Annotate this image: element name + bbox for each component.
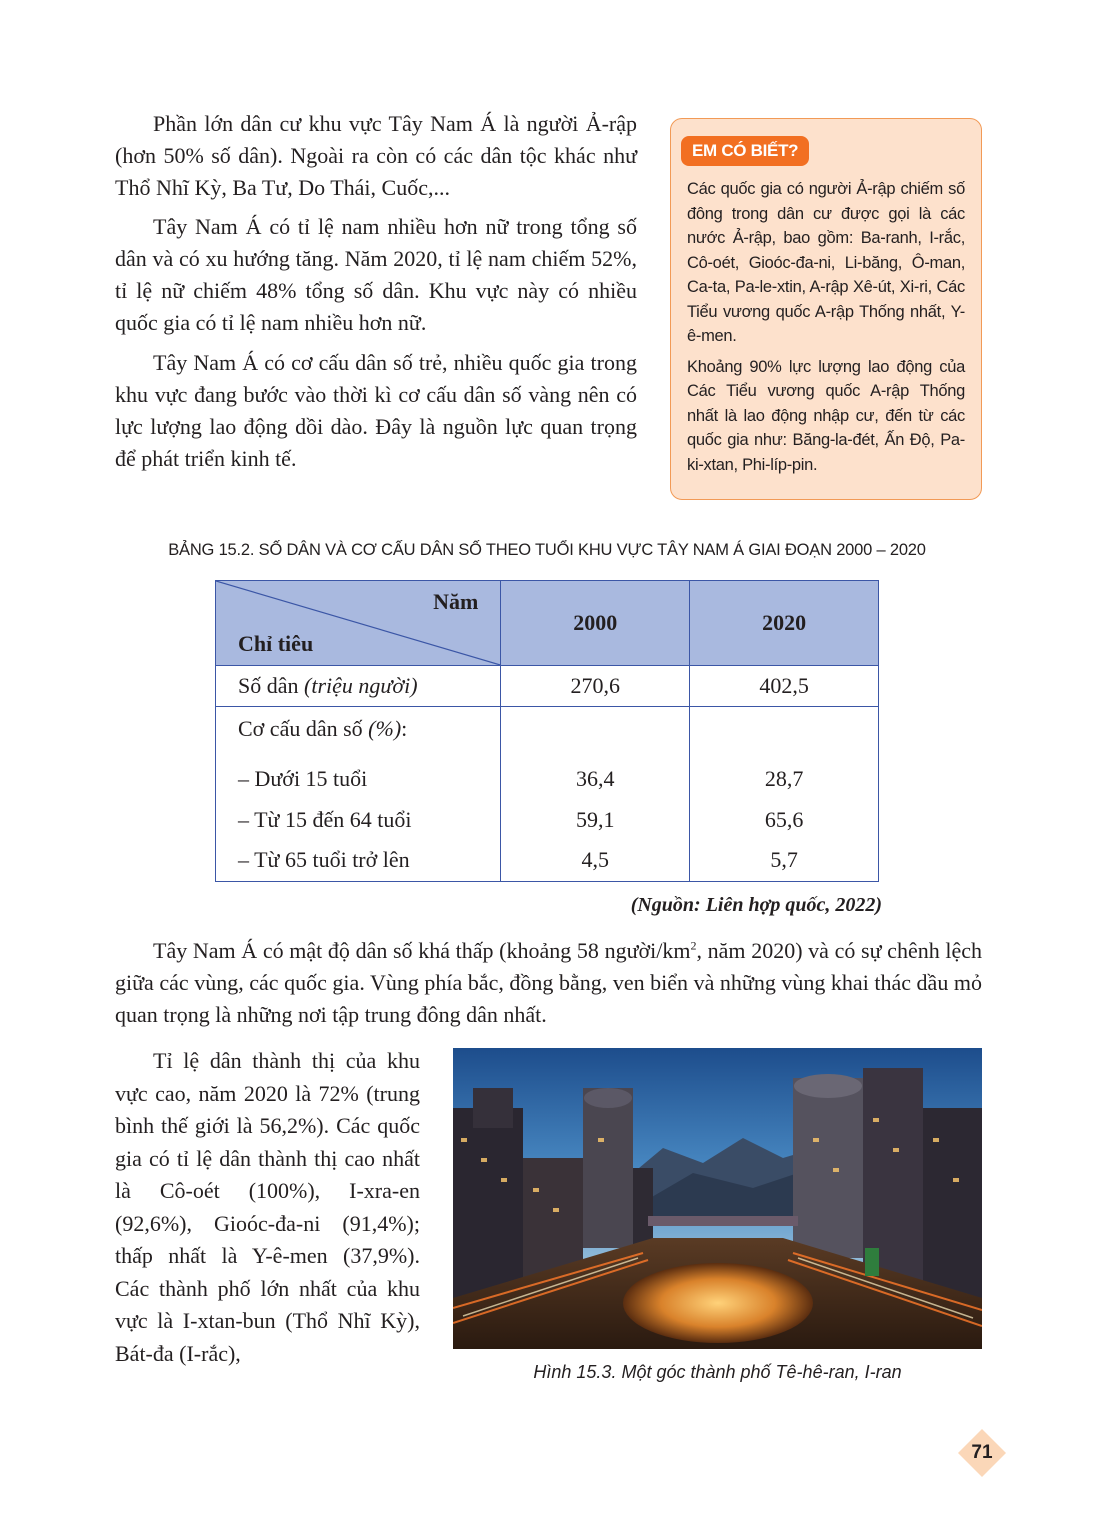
- structure-2000-blank: [501, 707, 689, 759]
- age-group-label-65-plus: – Từ 65 tuổi trở lên: [238, 847, 410, 872]
- under-15-2000: 36,4: [575, 766, 615, 791]
- age-15-64-2020: 65,6: [764, 806, 804, 832]
- table-header-corner-cell: [216, 581, 501, 666]
- population-2000: 270,6: [501, 666, 690, 707]
- structure-heading: [238, 707, 500, 759]
- structure-label-cell: [216, 707, 501, 882]
- structure-2000-cell: [501, 707, 690, 882]
- population-table: [215, 580, 879, 882]
- did-you-know-box: [670, 118, 982, 500]
- population-2020: 402,5: [690, 666, 879, 707]
- urban-paragraph: Tỉ lệ dân thành thị của khu vực cao, năm 2020 là 72% (trung bình thế giới là 56,2%). Các quốc gia có tỉ lệ dân thành thị cao nhất là Cô-oét (100%), I-xra-en (92,6%), Gioóc-đa-ni (91,4%); thấp nhất là Y-ê-men (37,9%). Các thành phố lớn nhất của khu vực là I-xtan-bun (Thổ Nhĩ Kỳ), Bát-đa (I-rắc),: [115, 1048, 420, 1366]
- intro-paragraph-2: Tây Nam Á có tỉ lệ nam nhiều hơn nữ trong tổng số dân và có xu hướng tăng. Năm 2020, tỉ lệ nam chiếm 52%, tỉ lệ nữ chiếm 48% tổng số dân. Khu vực này có nhiều quốc gia có tỉ lệ nam nhiều hơn nữ.: [115, 214, 637, 335]
- did-you-know-title: EM CÓ BIẾT?: [681, 136, 809, 166]
- table-header-row: [216, 581, 879, 666]
- did-you-know-paragraph-2: Khoảng 90% lực lượng lao động của Các Tiểu vương quốc A-rập Thống nhất là lao động nhập cư, đến từ các quốc gia như: Băng-la-đét, Ấn Độ, Pa-ki-xtan, Phi-líp-pin.: [687, 357, 965, 474]
- density-superscript: 2: [690, 938, 697, 953]
- structure-suffix: :: [401, 716, 408, 741]
- header-indicator-label: Chỉ tiêu: [238, 631, 314, 656]
- did-you-know-paragraph-1: Các quốc gia có người Ả-rập chiếm số đông trong dân cư được gọi là các nước Ả-rập, bao gồm: Ba-ranh, I-rắc, Cô-oét, Gioóc-đa-ni, Li-băng, Ô-man, Ca-ta, Pa-le-xtin, A-rập Xê-út, Xi-ri, Các Tiểu vương quốc A-rập Thống nhất, Y-ê-men.: [687, 180, 965, 345]
- structure-label: Cơ cấu dân số: [238, 716, 369, 741]
- density-paragraph: [115, 935, 982, 1031]
- age-group-label-under-15: – Dưới 15 tuổi: [238, 766, 368, 791]
- header-year-2000: 2000: [501, 581, 690, 666]
- density-text-before: Tây Nam Á có mật độ dân số khá thấp (khoảng 58 người/km: [153, 938, 691, 963]
- structure-unit: (%): [368, 716, 402, 741]
- table-row: [216, 666, 879, 707]
- city-illustration: [453, 1048, 982, 1349]
- figure-caption: Hình 15.3. Một góc thành phố Tê-hê-ran, I-ran: [533, 1362, 902, 1382]
- structure-2020-cell: [690, 707, 879, 882]
- table-source: (Nguồn: Liên hợp quốc, 2022): [630, 894, 882, 916]
- page-number: 71: [971, 1442, 993, 1463]
- intro-paragraph-1: Phần lớn dân cư khu vực Tây Nam Á là người Ả-rập (hơn 50% số dân). Ngoài ra còn có các dân tộc khác như Thổ Nhĩ Kỳ, Ba Tư, Do Thái, Cuốc,...: [115, 111, 637, 200]
- age-65-plus-2000: 4,5: [581, 847, 609, 872]
- population-unit: (triệu người): [304, 673, 418, 698]
- population-label: Số dân: [238, 673, 304, 698]
- age-65-plus-2020: 5,7: [770, 847, 798, 872]
- table-title: BẢNG 15.2. SỐ DÂN VÀ CƠ CẤU DÂN SỐ THEO TUỔI KHU VỰC TÂY NAM Á GIAI ĐOẠN 2000 – 2020: [168, 541, 926, 559]
- density-text-after: , năm 2020) và có sự chênh lệch giữa các vùng, các quốc gia. Vùng phía bắc, đồng bằng, ven biển và những vùng khai thác dầu mỏ quan trọng là những nơi tập trung đông dân nhất.: [115, 938, 983, 1027]
- age-15-64-2000: 59,1: [575, 806, 615, 832]
- under-15-2020: 28,7: [764, 766, 804, 791]
- header-year-2020: 2020: [690, 581, 879, 666]
- age-group-label-15-64: – Từ 15 đến 64 tuổi: [238, 806, 412, 832]
- tehran-city-photo: [453, 1048, 982, 1349]
- page-number-badge: [955, 1426, 1009, 1480]
- intro-paragraph-3: Tây Nam Á có cơ cấu dân số trẻ, nhiều quốc gia trong khu vực đang bước vào thời kì cơ cấu dân số vàng nên có lực lượng lao động dồi dào. Đây là nguồn lực quan trọng để phát triển kinh tế.: [115, 350, 637, 471]
- table-row: [216, 707, 879, 882]
- population-label-cell: [216, 666, 501, 707]
- header-year-label: Năm: [433, 589, 479, 614]
- structure-2020-blank: [690, 707, 878, 759]
